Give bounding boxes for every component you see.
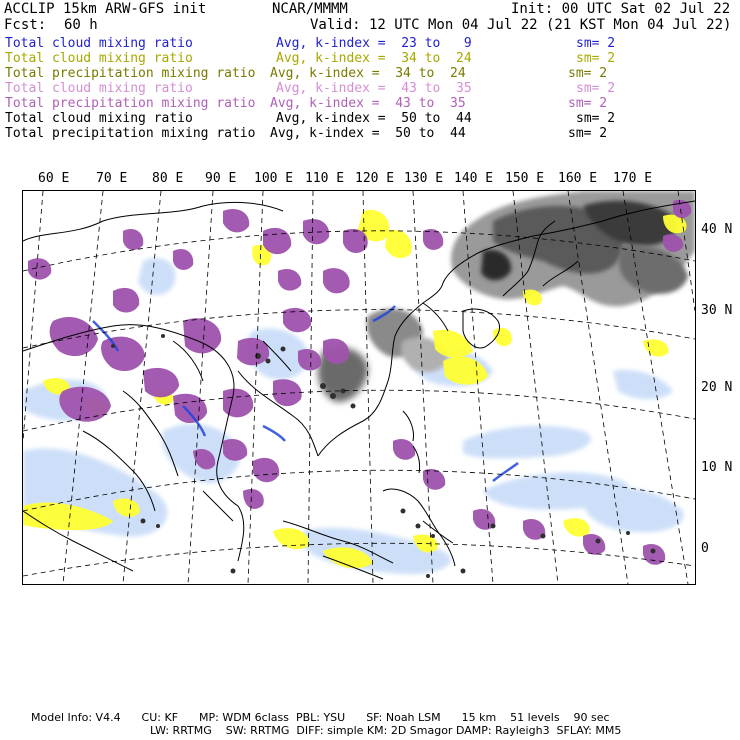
lon-label: 100 E: [254, 171, 294, 186]
init-time: Init: 00 UTC Sat 02 Jul 22: [511, 1, 731, 17]
lon-label: 70 E: [96, 171, 128, 186]
model-title: ACCLIP 15km ARW-GFS init: [4, 1, 207, 17]
lat-label: 40 N: [701, 222, 733, 237]
legend-row: [0, 81, 740, 96]
legend-field: Total precipitation mixing ratio: [5, 66, 256, 81]
center-name: NCAR/MMMM: [272, 1, 348, 17]
legend-field: Total cloud mixing ratio: [5, 81, 193, 96]
legend-sm: sm= 2: [568, 126, 608, 141]
lat-label: 10 N: [701, 460, 733, 475]
lat-label: 20 N: [701, 380, 733, 395]
legend-sm: sm= 2: [568, 96, 608, 111]
lon-label: 160 E: [558, 171, 598, 186]
lon-label: 90 E: [205, 171, 237, 186]
legend-sm: sm= 2: [576, 81, 616, 96]
legend-field: Total cloud mixing ratio: [5, 111, 193, 126]
legend-field: Total precipitation mixing ratio: [5, 96, 256, 111]
legend-avg: Avg, k-index = 34 to 24: [276, 51, 472, 66]
lon-label: 170 E: [613, 171, 653, 186]
legend-sm: sm= 2: [576, 36, 616, 51]
valid-time: Valid: 12 UTC Mon 04 Jul 22 (21 KST Mon 04 Jul 22): [310, 17, 732, 33]
forecast-map: [22, 190, 696, 585]
lon-label: 110 E: [305, 171, 345, 186]
legend-sm: sm= 2: [576, 111, 616, 126]
legend-row: [0, 51, 740, 66]
legend-row: [0, 126, 740, 141]
legend-avg: Avg, k-index = 50 to 44: [270, 126, 466, 141]
legend-avg: Avg, k-index = 23 to 9: [276, 36, 472, 51]
lon-label: 60 E: [38, 171, 70, 186]
legend-sm: sm= 2: [568, 66, 608, 81]
lon-label: 140 E: [454, 171, 494, 186]
legend-field: Total cloud mixing ratio: [5, 51, 193, 66]
lat-label: 30 N: [701, 303, 733, 318]
model-physics: LW: RRTMG SW: RRTMG DIFF: simple KM: 2D Smagor DAMP: Rayleigh3 SFLAY: MM5: [150, 724, 622, 737]
lon-label: 120 E: [355, 171, 395, 186]
forecast-hour: 60 h: [64, 17, 98, 33]
legend-row: [0, 66, 740, 81]
lon-label: 80 E: [152, 171, 184, 186]
legend-field: Total precipitation mixing ratio: [5, 126, 256, 141]
model-info: Model Info: V4.4 CU: KF MP: WDM 6class PBL: YSU SF: Noah LSM 15 km 51 levels 90 sec: [31, 711, 610, 724]
lon-label: 150 E: [505, 171, 545, 186]
legend-field: Total cloud mixing ratio: [5, 36, 193, 51]
forecast-label: Fcst:: [4, 17, 47, 33]
legend-sm: sm= 2: [576, 51, 616, 66]
legend-avg: Avg, k-index = 43 to 35: [270, 96, 466, 111]
legend-row: [0, 36, 740, 51]
legend-avg: Avg, k-index = 50 to 44: [276, 111, 472, 126]
lat-label: 0: [701, 541, 709, 556]
lon-label: 130 E: [404, 171, 444, 186]
map-canvas: [23, 191, 695, 584]
legend-row: [0, 111, 740, 126]
legend-avg: Avg, k-index = 43 to 35: [276, 81, 472, 96]
legend-row: [0, 96, 740, 111]
legend-avg: Avg, k-index = 34 to 24: [270, 66, 466, 81]
